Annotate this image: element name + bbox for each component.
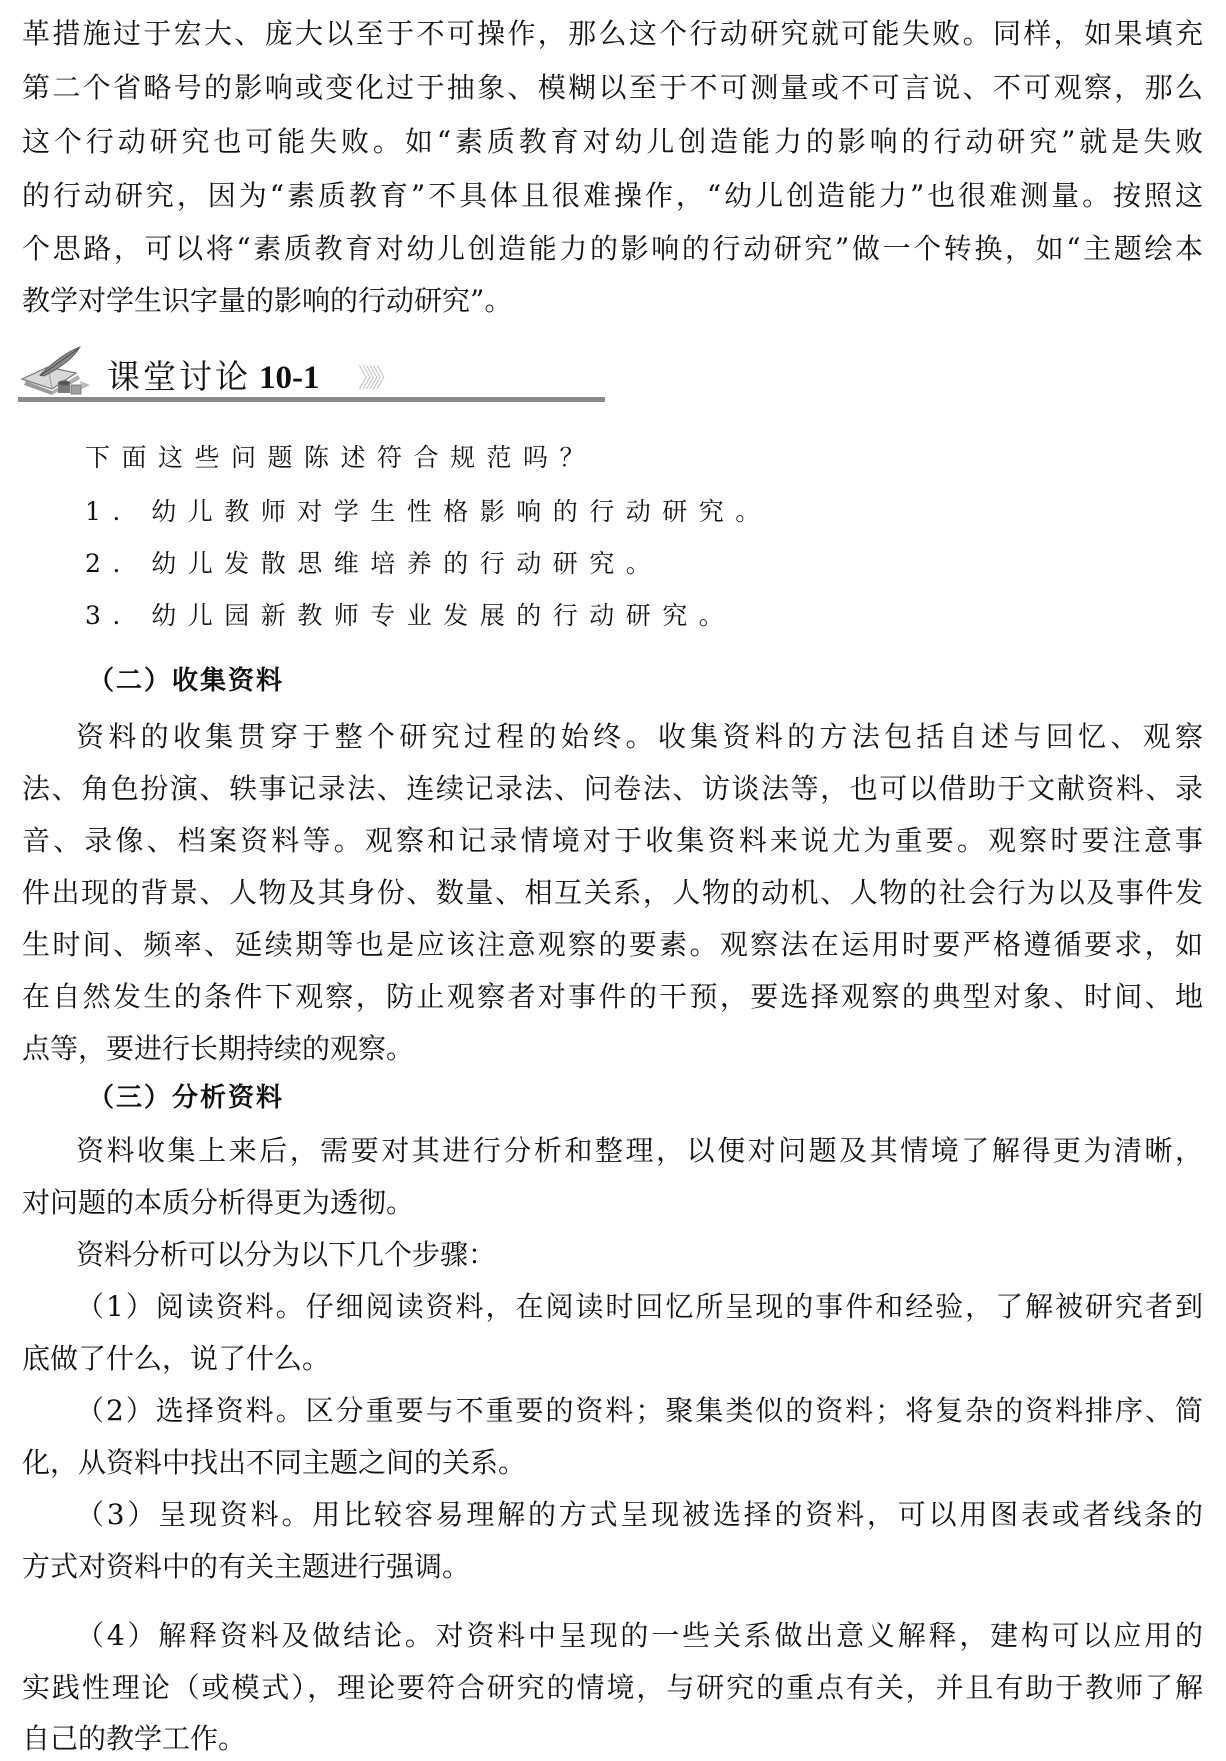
paragraph-line: 生时间、频率、延续期等也是应该注意观察的要素。观察法在运用时要严格遵循要求，如: [22, 928, 1203, 961]
paragraph-line: 革措施过于宏大、庞大以至于不可操作，那么这个行动研究就可能失败。同样，如果填充: [22, 17, 1203, 50]
paragraph-line: （3）呈现资料。用比较容易理解的方式呈现被选择的资料，可以用图表或者线条的: [76, 1498, 1203, 1531]
paragraph-line: 这个行动研究也可能失败。如“素质教育对幼儿创造能力的影响的行动研究”就是失败: [22, 125, 1203, 158]
discussion-title: [107, 355, 320, 399]
paragraph-line: 自己的教学工作。: [22, 1722, 247, 1755]
paragraph-line: 化，从资料中找出不同主题之间的关系。: [22, 1446, 527, 1479]
paragraph-line: 对问题的本质分析得更为透彻。: [22, 1186, 415, 1219]
paragraph-line: 法、角色扮演、轶事记录法、连续记录法、问卷法、访谈法等，也可以借助于文献资料、录: [22, 772, 1203, 805]
section-heading: （二）收集资料: [88, 666, 285, 696]
discussion-item: 1. 幼儿教师对学生性格影响的行动研究。: [85, 497, 772, 526]
paragraph-line: 音、录像、档案资料等。观察和记录情境对于收集资料来说尤为重要。观察时要注意事: [22, 824, 1203, 857]
paragraph-line: 底做了什么，说了什么。: [22, 1342, 331, 1375]
paragraph-line: 资料的收集贯穿于整个研究过程的始终。收集资料的方法包括自述与回忆、观察: [76, 720, 1203, 753]
paragraph-line: 教学对学生识字量的影响的行动研究”。: [22, 284, 513, 317]
discussion-question: 下面这些问题陈述符合规范吗？: [85, 443, 597, 472]
chevrons-icon: 》》》: [358, 364, 393, 394]
paragraph-line: 资料收集上来后，需要对其进行分析和整理，以便对问题及其情境了解得更为清晰，: [76, 1134, 1203, 1167]
paragraph-line: 第二个省略号的影响或变化过于抽象、模糊以至于不可测量或不可言说、不可观察，那么: [22, 71, 1203, 104]
header-divider: [18, 397, 605, 402]
paragraph-line: 方式对资料中的有关主题进行强调。: [22, 1550, 471, 1583]
paragraph-line: 资料分析可以分为以下几个步骤：: [76, 1238, 497, 1271]
paragraph-line: 实践性理论（或模式），理论要符合研究的情境，与研究的重点有关，并且有助于教师了解: [22, 1671, 1203, 1704]
paragraph-line: （4）解释资料及做结论。对资料中呈现的一些关系做出意义解释，建构可以应用的: [76, 1619, 1203, 1652]
paragraph-line: （2）选择资料。区分重要与不重要的资料；聚集类似的资料；将复杂的资料排序、简: [76, 1394, 1203, 1427]
paragraph-line: 点等，要进行长期持续的观察。: [22, 1032, 415, 1065]
discussion-number: 10-1: [259, 360, 320, 396]
discussion-title-text: 课堂讨论: [107, 357, 251, 396]
paragraph-line: 的行动研究，因为“素质教育”不具体且很难操作，“幼儿创造能力”也很难测量。按照这: [22, 179, 1203, 212]
paragraph-line: （1）阅读资料。仔细阅读资料，在阅读时回忆所呈现的事件和经验，了解被研究者到: [76, 1290, 1203, 1323]
paragraph-line: 在自然发生的条件下观察，防止观察者对事件的干预，要选择观察的典型对象、时间、地: [22, 980, 1203, 1013]
discussion-item: 2. 幼儿发散思维培养的行动研究。: [85, 549, 663, 578]
section-heading: （三）分析资料: [88, 1083, 285, 1113]
discussion-item: 3. 幼儿园新教师专业发展的行动研究。: [85, 601, 736, 630]
paragraph-line: 个思路，可以将“素质教育对幼儿创造能力的影响的行动研究”做一个转换，如“主题绘本: [22, 232, 1203, 265]
book-quill-icon: [18, 343, 100, 399]
paragraph-line: 件出现的背景、人物及其身份、数量、相互关系，人物的动机、人物的社会行为以及事件发: [22, 876, 1203, 909]
